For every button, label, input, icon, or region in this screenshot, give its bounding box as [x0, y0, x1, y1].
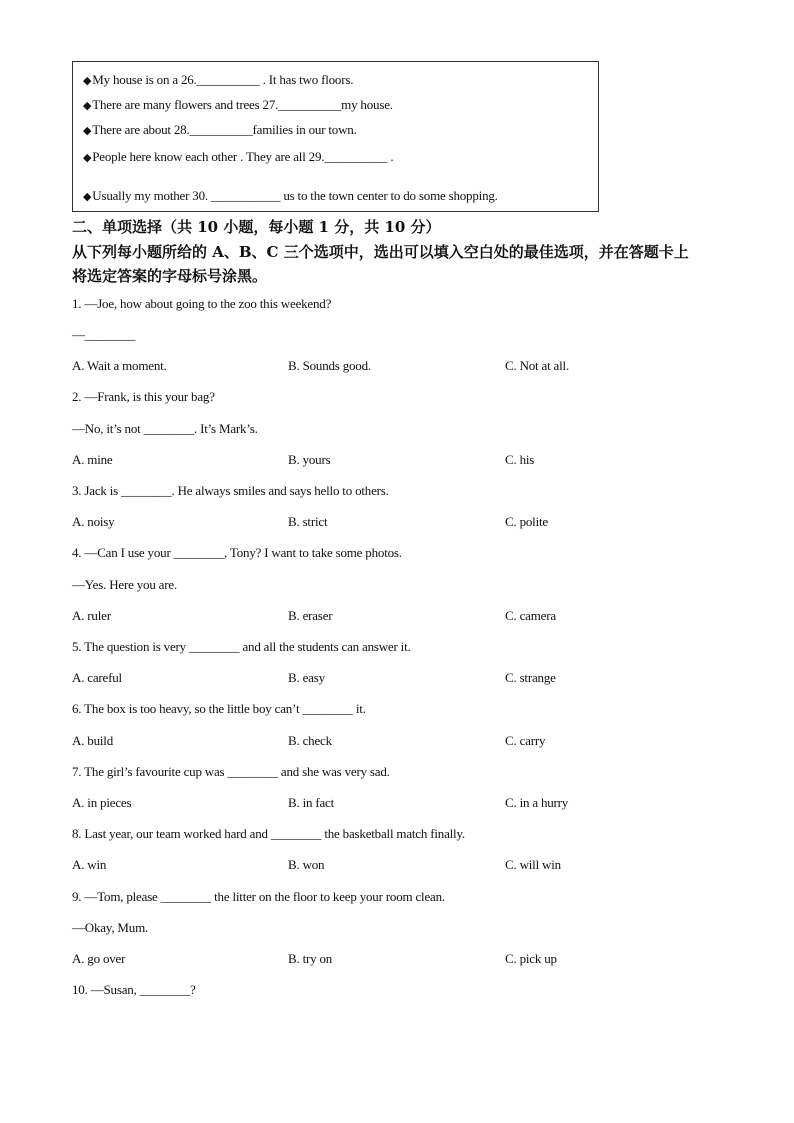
diamond-bullet-icon: ◆	[83, 100, 92, 112]
box-line-28: ◆There are about 28.__________families in our town.	[83, 122, 357, 137]
question-4-option-a[interactable]: A. ruler	[72, 608, 111, 623]
question-8-option-b[interactable]: B. won	[288, 857, 325, 872]
diamond-bullet-icon: ◆	[83, 152, 92, 164]
question-1-option-a[interactable]: A. Wait a moment.	[72, 358, 167, 373]
question-5-stem: 5. The question is very ________ and all the students can answer it.	[72, 639, 411, 654]
question-9-option-c[interactable]: C. pick up	[505, 951, 557, 966]
question-4-option-b[interactable]: B. eraser	[288, 608, 333, 623]
question-4-reply: —Yes. Here you are.	[72, 577, 177, 592]
question-6-option-a[interactable]: A. build	[72, 733, 114, 748]
question-5-option-b[interactable]: B. easy	[288, 670, 325, 685]
question-8-option-a[interactable]: A. win	[72, 857, 107, 872]
question-1-reply: —________	[72, 327, 136, 342]
question-2-option-a[interactable]: A. mine	[72, 452, 113, 467]
box-line-27: ◆There are many flowers and trees 27.__________my house.	[83, 97, 393, 112]
question-5-option-a[interactable]: A. careful	[72, 670, 122, 685]
question-2-option-c[interactable]: C. his	[505, 452, 535, 467]
question-5-option-c[interactable]: C. strange	[505, 670, 556, 685]
question-4-stem: 4. —Can I use your ________, Tony? I want to take some photos.	[72, 545, 402, 560]
question-8-option-c[interactable]: C. will win	[505, 857, 561, 872]
cloze-summary-box	[72, 61, 599, 212]
diamond-bullet-icon: ◆	[83, 75, 92, 87]
section-instructions-line-1: 从下列每小题所给的 A、B、C 三个选项中，选出可以填入空白处的最佳选项，并在答题卡上	[72, 243, 689, 261]
question-3-option-b[interactable]: B. strict	[288, 514, 328, 529]
diamond-bullet-icon: ◆	[83, 125, 92, 137]
question-9-option-b[interactable]: B. try on	[288, 951, 333, 966]
question-1-option-b[interactable]: B. Sounds good.	[288, 358, 371, 373]
diamond-bullet-icon: ◆	[83, 191, 92, 203]
question-3-stem: 3. Jack is ________. He always smiles and says hello to others.	[72, 483, 389, 498]
question-3-option-a[interactable]: A. noisy	[72, 514, 115, 529]
question-7-option-a[interactable]: A. in pieces	[72, 795, 132, 810]
question-7-stem: 7. The girl’s favourite cup was ________ and she was very sad.	[72, 764, 390, 779]
box-line-26: ◆My house is on a 26.__________ . It has two floors.	[83, 72, 354, 87]
question-1-stem: 1. —Joe, how about going to the zoo this weekend?	[72, 296, 332, 311]
question-2-reply: —No, it’s not ________. It’s Mark’s.	[72, 421, 258, 436]
question-10-stem: 10. —Susan, ________?	[72, 982, 196, 997]
question-6-option-b[interactable]: B. check	[288, 733, 332, 748]
question-6-stem: 6. The box is too heavy, so the little boy can’t ________ it.	[72, 701, 366, 716]
question-1-option-c[interactable]: C. Not at all.	[505, 358, 569, 373]
question-9-reply: —Okay, Mum.	[72, 920, 149, 935]
question-2-option-b[interactable]: B. yours	[288, 452, 331, 467]
question-9-option-a[interactable]: A. go over	[72, 951, 126, 966]
question-2-stem: 2. —Frank, is this your bag?	[72, 389, 215, 404]
box-line-30: ◆Usually my mother 30. ___________ us to the town center to do some shopping.	[83, 188, 498, 203]
question-3-option-c[interactable]: C. polite	[505, 514, 548, 529]
question-4-option-c[interactable]: C. camera	[505, 608, 556, 623]
question-8-stem: 8. Last year, our team worked hard and ________ the basketball match finally.	[72, 826, 465, 841]
question-7-option-c[interactable]: C. in a hurry	[505, 795, 569, 810]
section-title: 二、单项选择（共 10 小题，每小题 1 分，共 10 分）	[72, 218, 441, 236]
question-9-stem: 9. —Tom, please ________ the litter on the floor to keep your room clean.	[72, 889, 445, 904]
question-7-option-b[interactable]: B. in fact	[288, 795, 335, 810]
question-6-option-c[interactable]: C. carry	[505, 733, 546, 748]
box-line-29: ◆People here know each other . They are all 29.__________ .	[83, 149, 394, 164]
section-instructions-line-2: 将选定答案的字母标号涂黑。	[72, 267, 268, 285]
